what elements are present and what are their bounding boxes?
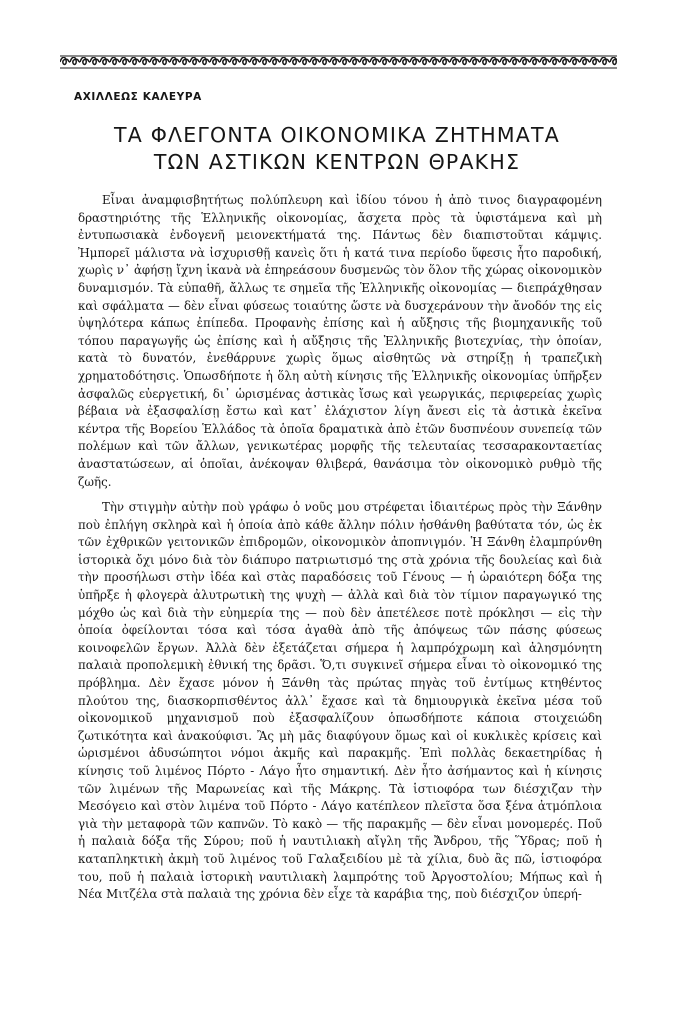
article-title-line-1: ΤΑ ΦΛΕΓΟΝΤΑ ΟΙΚΟΝΟΜΙΚΑ ΖΗΤΗΜΑΤΑ xyxy=(114,123,560,147)
decorative-border-ornament xyxy=(60,55,617,69)
article-title-line-2: ΤΩΝ ΑΣΤΙΚΩΝ ΚΕΝΤΡΩΝ ΘΡΑΚΗΣ xyxy=(153,150,521,174)
paragraph-2: Τὴν στιγμὴν αὐτὴν ποὺ γράφω ὁ νοῦς μου στρέφεται ἰδιαιτέρως πρὸς τὴν Ξάνθην ποὺ ἐπλήγη σκληρὰ καὶ ἡ ὁποία ἀπὸ κάθε ἄλλην πόλιν ἠσθάνθη βαθύτατα τόν, ὡς ἐκ τῶν ἐχθρικῶν γειτονικῶν ἐπιδρομῶν, οἰκονομικὸν ἀποπνιγμόν. Ἡ Ξάνθη ἐλαμπρύνθη ἱστορικὰ ὄχι μόνο διὰ τὸν διάπυρο πατριωτισμό της στὰ χρόνια τῆς δουλείας καὶ διὰ τὴν προσήλωσι στὴν ἰδέα καὶ στὰς παραδόσεις τοῦ Γένους — ἡ ὡραιότερη δόξα της ὑπῆρξε ἡ φλογερὰ ἀλυτρωτικὴ της ψυχὴ — ἀλλὰ καὶ διὰ τὸν τίμιον παραγωγικό της μόχθο ὡς καὶ διὰ τὴν εὐημερία της — ποὺ δὲν ἀπετέλεσε ποτὲ πρόκλησι — εἰς τὴν ὁποία ὀφείλονται τόσα καὶ τόσα ἀγαθὰ ἀπὸ τῆς ἀπόψεως τῶν πάσης φύσεως κοινοφελῶν ἔργων. Ἀλλὰ δὲν ἐξετάζεται σήμερα ἡ λαμπρόχρωμη καὶ ἀλησμόνητη παλαιὰ προπολεμικὴ ἐθνική της δρᾶσι. Ὅ,τι συγκινεῖ σήμερα εἶναι τὸ οἰκονομικό της πρόβλημα. Δὲν ἔχασε μόνον ἡ Ξάνθη τὰς πρώτας πηγὰς τοῦ ἐντίμως κτηθέντος πλούτου της, διασκορπισθέντος ἀλλ᾿ ἔχασε καὶ τὰ δημιουργικὰ ἐκεῖνα μέσα τοῦ οἰκονομικοῦ μηχανισμοῦ ποὺ ἐξασφαλίζουν ὁπωσδήποτε κάποια στοιχειώδη ζωτικότητα καὶ ἀνακούφισι. Ἂς μὴ μᾶς διαφύγουν ὅμως καὶ οἱ κυκλικὲς κρίσεις καὶ ὡρισμένοι ἀδυσώπητοι νόμοι ἀκμῆς καὶ παρακμῆς. Ἐπὶ πολλὰς δεκαετηρίδας ἡ κίνησις τοῦ λιμένος Πόρτο - Λάγο ἦτο σημαντική. Δὲν ἦτο ἀσήμαντος καὶ ἡ κίνησις τῶν λιμένων τῆς Μαρωνείας καὶ τῆς Μάκρης. Τὰ ἱστιοφόρα των διέσχιζαν τὴν Μεσόγειο καὶ στὸν λιμένα τοῦ Πόρτο - Λάγο κατέπλεον πλεῖστα ὅσα ξένα ἀτμόπλοια γιὰ τὴν μεταφορὰ τῶν καπνῶν. Τὸ κακὸ — τῆς παρακμῆς — δὲν εἶναι μονομερές. Ποῦ ἡ παλαιὰ δόξα τῆς Σύρου; ποῦ ἡ ναυτιλιακὴ αἴγλη τῆς Ἄνδρου, τῆς Ὕδρας; ποῦ ἡ καταπληκτικὴ ἀκμὴ τοῦ λιμένος τοῦ Γαλαξειδίου μὲ τὰ χίλια, δυὸ ἂς πῶ, ἱστιοφόρα του, ποῦ ἡ παλαιὰ ἱστορικὴ ναυτιλιακὴ λαμπρότης τοῦ Ἀργοστολίου; Μήπως καὶ ἡ Νέα Μιτζέλα στὰ παλαιὰ της χρόνια δὲν εἶχε τὰ καράβια της, ποὺ διέσχιζον ὑπερή- xyxy=(78,500,602,902)
article-body xyxy=(78,192,602,904)
author-name: ΑΧΙΛΛΕΩΣ ΚΑΛΕΥΡΑ xyxy=(74,91,202,103)
paragraph-1: Εἶναι ἀναμφισβητήτως πολύπλευρη καὶ ἰδίου τόνου ἡ ἀπὸ τινος διαγραφομένη δραστηριότης τῆς Ἑλληνικῆς οἰκονομίας, ἄσχετα πρὸς τὰ ὑφιστάμενα καὶ μὴ ἐντυπωσιακὰ ἐνδογενῆ μειονεκτήματά της. Πάντως δὲν διαπιστοῦται κάμψις. Ἠμπορεῖ μάλιστα νὰ ἰσχυρισθῇ κανεὶς ὅτι ἡ κατά τινα περίοδο ὕφεσις ἦτο παροδική, χωρὶς ν᾿ ἀφήσῃ ἴχνη ἱκανὰ νὰ ἐπηρεάσουν δυσμενῶς τὸν ὅλον τῆς χώρας οἰκονομικὸν δυναμισμόν. Τὰ εὐπαθῆ, ἄλλως τε σημεῖα τῆς Ἑλληνικῆς οἰκονομίας — διεπράχθησαν καὶ σφάλματα — δὲν εἶναι φύσεως τοιαύτης ὥστε νὰ δυσχεράνουν τὴν ἄνοδόν της εἰς ὑψηλότερα κάπως ἐπίπεδα. Προφανὴς ἐπίσης καὶ ἡ αὔξησις τῆς βιομηχανικῆς τοῦ τόπου παραγωγῆς ὡς ἐπίσης καὶ ἡ αὔξησις τῆς Ἑλληνικῆς βιοτεχνίας, τὴν ὁποίαν, κατὰ τὸ δυνατόν, ἐνεθάρρυνε χωρὶς ὅμως αἰσθητῶς νὰ στηρίξῃ ἡ τραπεζικὴ χρηματοδότησις. Ὁπωσδήποτε ἡ ὅλη αὐτὴ κίνησις τῆς Ἑλληνικῆς οἰκονομίας ὑπῆρξεν ἀσφαλῶς εὐεργετική, δι᾿ ὡρισμένας ἀστικὰς ἴσως καὶ γεωργικάς, περιφερείας χωρὶς βέβαια νὰ ἐξασφαλίσῃ ἔστω καὶ κατ᾿ ἐλάχιστον λίγη ἄνεσι εἰς τὰ ἀστικὰ ἐκεῖνα κέντρα τῆς Βορείου Ἑλλάδος τὰ ὁποῖα δραματικὰ ἀπὸ ἐτῶν δυσπνέουν συνεπείᾳ τῶν πολέμων καὶ τῶν ἄλλων, γενικωτέρας μορφῆς τῆς τελευταίας τεσσαρακονταετίας ἀναστατώσεων, αἱ ὁποῖαι, ἀνέκοψαν θλιβερά, θανάσιμα τὸν οἰκονομικὸ ρυθμὸ τῆς ζωῆς. xyxy=(78,193,602,489)
